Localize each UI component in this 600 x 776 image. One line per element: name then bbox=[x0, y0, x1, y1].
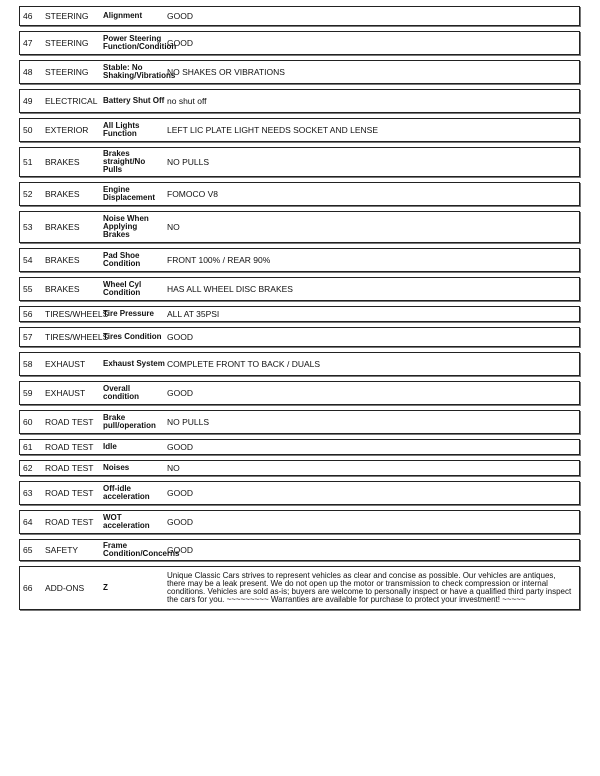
row-item: Engine Displacement bbox=[103, 185, 156, 202]
row-item: Wheel Cyl Condition bbox=[103, 280, 142, 297]
row-item: Brakes straight/No Pulls bbox=[103, 149, 146, 174]
row-value: LEFT LIC PLATE LIGHT NEEDS SOCKET AND LENSE bbox=[167, 124, 378, 135]
row-value: GOOD bbox=[167, 387, 193, 398]
row-category: ROAD TEST bbox=[45, 417, 94, 427]
row-value: GOOD bbox=[167, 487, 193, 498]
row-value: no shut off bbox=[167, 95, 207, 106]
row-value: GOOD bbox=[167, 10, 193, 21]
row-category: ROAD TEST bbox=[45, 463, 94, 473]
row-item: Tires Condition bbox=[103, 332, 162, 341]
table-row bbox=[19, 89, 580, 113]
row-value: NO bbox=[167, 462, 180, 473]
row-number: 65 bbox=[23, 545, 33, 555]
row-value: NO SHAKES OR VIBRATIONS bbox=[167, 66, 285, 77]
row-value: FOMOCO V8 bbox=[167, 188, 219, 199]
row-item: All Lights Function bbox=[103, 121, 140, 138]
table-row bbox=[19, 60, 580, 84]
table-row bbox=[19, 481, 580, 505]
row-value: GOOD bbox=[167, 544, 193, 555]
row-item: Stable: No Shaking/Vibrations bbox=[103, 63, 176, 80]
row-category: ROAD TEST bbox=[45, 517, 94, 527]
row-number: 55 bbox=[23, 284, 33, 294]
row-value: GOOD bbox=[167, 37, 193, 48]
row-value: NO bbox=[167, 221, 180, 232]
table-row bbox=[19, 510, 580, 534]
row-number: 57 bbox=[23, 332, 33, 342]
row-category: STEERING bbox=[45, 67, 89, 77]
row-value: NO PULLS bbox=[167, 416, 210, 427]
table-row bbox=[19, 460, 580, 476]
row-number: 51 bbox=[23, 157, 33, 167]
row-category: BRAKES bbox=[45, 189, 80, 199]
row-value: GOOD bbox=[167, 331, 193, 342]
table-row bbox=[19, 211, 580, 243]
row-item: Battery Shut Off bbox=[103, 96, 165, 105]
table-row bbox=[19, 147, 580, 177]
row-category: TIRES/WHEELS bbox=[45, 332, 109, 342]
row-category: ROAD TEST bbox=[45, 488, 94, 498]
row-number: 53 bbox=[23, 222, 33, 232]
table-row bbox=[19, 248, 580, 272]
row-number: 52 bbox=[23, 189, 33, 199]
row-item: Overall condition bbox=[103, 384, 139, 401]
table-row bbox=[19, 31, 580, 55]
row-value: GOOD bbox=[167, 441, 193, 452]
row-number: 64 bbox=[23, 517, 33, 527]
table-row bbox=[19, 6, 580, 26]
row-category: ELECTRICAL bbox=[45, 96, 98, 106]
row-number: 46 bbox=[23, 11, 33, 21]
row-number: 49 bbox=[23, 96, 33, 106]
row-category: EXHAUST bbox=[45, 359, 86, 369]
row-category: ADD-ONS bbox=[45, 583, 85, 593]
row-category: BRAKES bbox=[45, 222, 80, 232]
row-item: Off-idle acceleration bbox=[103, 484, 150, 501]
row-item: Noises bbox=[103, 463, 130, 472]
table-row bbox=[19, 439, 580, 455]
row-category: STEERING bbox=[45, 38, 89, 48]
row-number: 54 bbox=[23, 255, 33, 265]
row-category: BRAKES bbox=[45, 157, 80, 167]
row-category: STEERING bbox=[45, 11, 89, 21]
row-item: Idle bbox=[103, 442, 117, 451]
row-category: ROAD TEST bbox=[45, 442, 94, 452]
row-item: Alignment bbox=[103, 11, 143, 20]
row-item: WOT acceleration bbox=[103, 513, 150, 530]
row-number: 63 bbox=[23, 488, 33, 498]
row-value: FRONT 100% / REAR 90% bbox=[167, 254, 271, 265]
row-number: 47 bbox=[23, 38, 33, 48]
row-item: Tire Pressure bbox=[103, 309, 154, 318]
table-row bbox=[19, 306, 580, 322]
row-number: 60 bbox=[23, 417, 33, 427]
row-category: SAFETY bbox=[45, 545, 79, 555]
table-row bbox=[19, 277, 580, 301]
row-item: Pad Shoe Condition bbox=[103, 251, 141, 268]
row-item: Z bbox=[103, 583, 108, 592]
row-number: 50 bbox=[23, 125, 33, 135]
row-number: 61 bbox=[23, 442, 33, 452]
row-value: GOOD bbox=[167, 516, 193, 527]
row-number: 59 bbox=[23, 388, 33, 398]
row-number: 66 bbox=[23, 583, 33, 593]
row-item: Frame Condition/Concerns bbox=[103, 541, 180, 558]
row-value: NO PULLS bbox=[167, 156, 210, 167]
row-category: TIRES/WHEELS bbox=[45, 309, 109, 319]
row-value: Unique Classic Cars strives to represent vehicles as clear and concise as possible. Our vehicles are antiques, there may be a leak present. We do not open up the motor or transmission to check compression or internal conditions. Vehicles are sold as-is; buyers are welcome to personally inspect or have a qualified third party inspect the cars for you. ~~~~~~~~~ Warranties are available for purchase to protect your investment! ~~~~~ bbox=[167, 570, 572, 605]
table-row bbox=[19, 381, 580, 405]
row-item: Brake pull/operation bbox=[103, 413, 156, 430]
table-row bbox=[19, 539, 580, 561]
table-row bbox=[19, 410, 580, 434]
table-row bbox=[19, 566, 580, 610]
row-item: Noise When Applying Brakes bbox=[103, 214, 149, 239]
row-category: EXHAUST bbox=[45, 388, 86, 398]
table-row bbox=[19, 182, 580, 206]
row-category: EXTERIOR bbox=[45, 125, 89, 135]
row-number: 62 bbox=[23, 463, 33, 473]
row-value: HAS ALL WHEEL DISC BRAKES bbox=[167, 283, 293, 294]
row-number: 48 bbox=[23, 67, 33, 77]
row-number: 58 bbox=[23, 359, 33, 369]
table-row bbox=[19, 327, 580, 347]
row-category: BRAKES bbox=[45, 284, 80, 294]
row-number: 56 bbox=[23, 309, 33, 319]
row-value: COMPLETE FRONT TO BACK / DUALS bbox=[167, 358, 321, 369]
table-row bbox=[19, 352, 580, 376]
inspection-table bbox=[19, 6, 580, 615]
row-item: Power Steering Function/Condition bbox=[103, 34, 177, 51]
row-item: Exhaust System bbox=[103, 359, 165, 368]
row-category: BRAKES bbox=[45, 255, 80, 265]
table-row bbox=[19, 118, 580, 142]
row-value: ALL AT 35PSI bbox=[167, 308, 220, 319]
